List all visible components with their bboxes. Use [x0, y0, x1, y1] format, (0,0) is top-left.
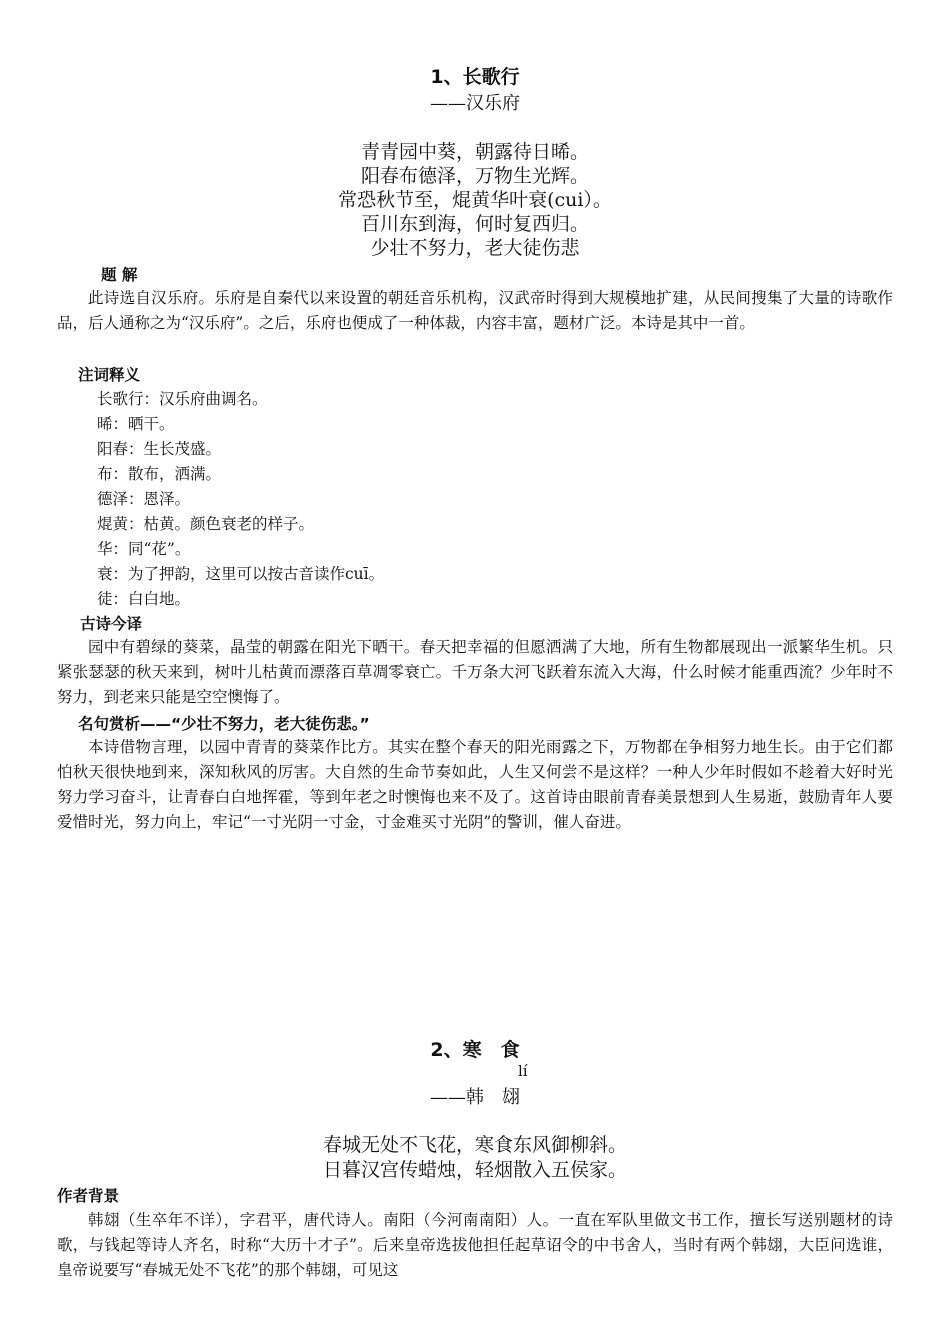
translation-paragraph: 园中有碧绿的葵菜，晶莹的朝露在阳光下晒干。春天把幸福的但愿洒满了大地，所有生物都展现出一派繁华生机。只紧张瑟瑟的秋天来到，树叶儿枯黄而漂落百草凋零衰亡。千万条大河飞跃着东流入大海，什么时候才能重西流？少年时不努力，到老来只能是空空懊悔了。 [57, 638, 893, 706]
note-item: 长歌行：汉乐府曲调名。 [97, 390, 268, 408]
famous-line-paragraph: 本诗借物言理，以园中青青的葵菜作比方。其实在整个春天的阳光雨露之下，万物都在争相努力地生长。由于它们都怕秋天很快地到来，深知秋风的厉害。大自然的生命节奏如此，人生又何尝不是这样？一种人少年时假如不趁着大好时光努力学习奋斗，让青春白白地挥霍，等到年老之时懊悔也来不及了。这首诗由眼前青春美景想到人生易逝，鼓励青年人要爱惜时光，努力向上，牢记“一寸光阴一寸金，寸金难买寸光阴”的警训，催人奋进。 [57, 738, 893, 831]
translation-heading: 古诗今译 [80, 615, 143, 633]
poem-source-1: ——汉乐府 [430, 93, 520, 114]
famous-line-heading: 名句赏析——“少壮不努力，老大徒伤悲。” [78, 715, 370, 733]
poem-title-1: 1、长歌行 [430, 66, 520, 88]
author-paragraph: 韩翃（生卒年不详），字君平，唐代诗人。南阳（今河南南阳）人。一直在军队里做文书工作，擅长写送别题材的诗歌，与钱起等诗人齐名，时称“大历十才子”。后来皇帝选拔他担任起草诏令的中书舍人，当时有两个韩翃，大臣问选谁，皇帝说要写“春城无处不飞花”的那个韩翃，可见这 [57, 1211, 893, 1279]
note-item: 德泽：恩泽。 [97, 490, 191, 508]
note-item: 阳春：生长茂盛。 [97, 440, 222, 458]
poem-line: 阳春布德泽，万物生光辉。 [360, 165, 589, 187]
note-item: 焜黄：枯黄。颜色衰老的样子。 [97, 515, 315, 533]
explanation-heading: 题 解 [101, 266, 138, 284]
poem-line: 常恐秋节至，焜黄华叶衰(cui）。 [338, 189, 612, 211]
poem-line: 春城无处不飞花，寒食东风御柳斜。 [322, 1134, 627, 1156]
note-item: 华：同“花”。 [97, 540, 191, 558]
author-heading: 作者背景 [57, 1187, 120, 1205]
note-item: 布：散布，洒满。 [97, 465, 222, 483]
poem-line: 百川东到海，何时复西归。 [360, 213, 589, 235]
poem-line: 少壮不努力，老大徒伤悲 [370, 237, 580, 259]
poem-line: 日暮汉宫传蜡烛，轻烟散入五侯家。 [322, 1159, 627, 1181]
note-item: 衰：为了押韵，这里可以按古音读作cuī。 [97, 565, 385, 583]
pinyin-annotation: lí [518, 1062, 528, 1080]
poem-line: 青青园中葵，朝露待日晞。 [360, 141, 589, 163]
poem-title-2: 2、寒 食 [430, 1039, 520, 1061]
note-item: 徒：白白地。 [97, 590, 191, 608]
explanation-paragraph: 此诗选自汉乐府。乐府是自秦代以来设置的朝廷音乐机构，汉武帝时得到大规模地扩建，从民间搜集了大量的诗歌作品，后人通称之为“汉乐府”。之后，乐府也便成了一种体裁，内容丰富，题材广泛。本诗是其中一首。 [57, 289, 893, 332]
poem-source-2: ——韩 翃 [430, 1087, 520, 1108]
notes-heading: 注词释义 [78, 366, 141, 384]
note-item: 晞：晒干。 [97, 415, 175, 433]
